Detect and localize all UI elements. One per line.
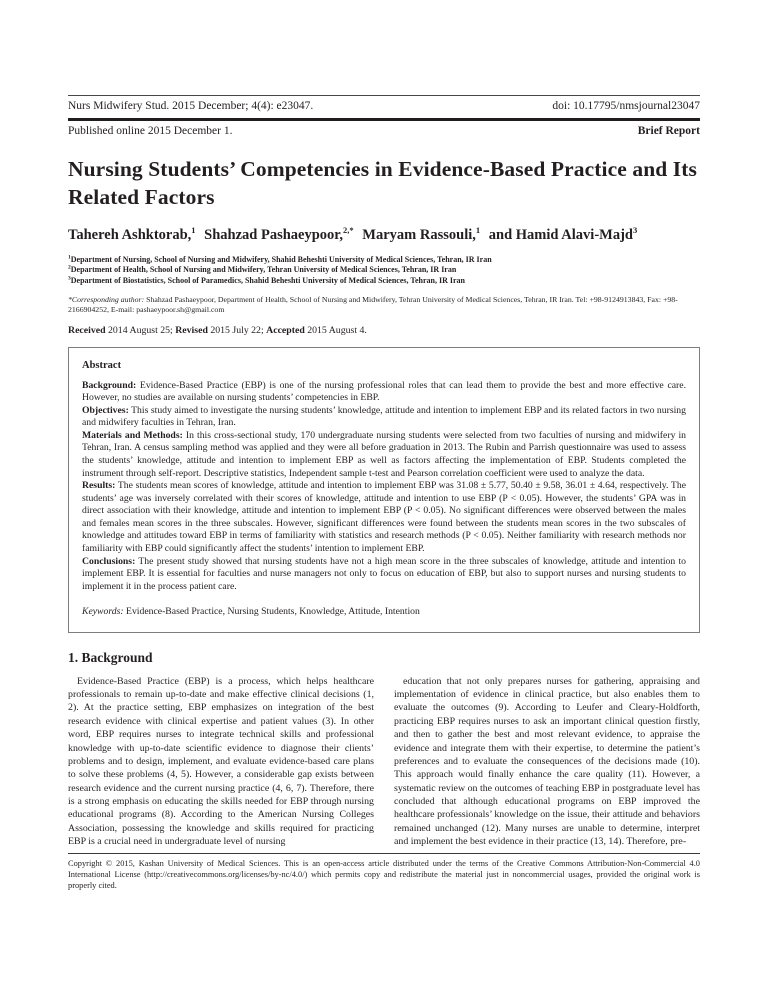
affiliation-text: Department of Biostatistics, School of Paramedics, Shahid Beheshti University of Medical Sciences, Tehran, IR Iran: [70, 275, 465, 285]
abstract-conclusions: [82, 556, 686, 594]
page-content: [68, 0, 700, 892]
author-affiliation-ref: 1: [191, 225, 196, 236]
author-affiliation-ref: 2,*: [343, 225, 354, 236]
published-header-row: [68, 121, 700, 142]
abstract-section-label: Materials and Methods:: [82, 429, 183, 441]
article-title: Nursing Students’ Competencies in Evidence-Based Practice and Its Related Factors: [68, 157, 697, 209]
author: [68, 227, 196, 243]
received-label: Received: [68, 325, 106, 337]
accepted-date: 2015 August 4.: [304, 325, 367, 337]
corresponding-author-note: [68, 295, 700, 316]
body-columns: [68, 675, 700, 848]
abstract-heading: Abstract: [82, 360, 122, 372]
article-dates: [68, 325, 700, 336]
abstract-section-text: In this cross-sectional study, 170 undergraduate nursing students were selected from two faculties of nursing and midwifery in Tehran, Iran. A census sampling method was applied and they were all before graduation in 2013. The Rubin and Parrish questionnaire was used to assess the students’ knowledge, attitude and intention to implement EBP as well as factors affecting the implementation of EBP. Students completed the instrument through self-report. Descriptive statistics, Independent sample t-test and Pearson correlation coefficient were used to analyze the data.: [82, 429, 686, 479]
affiliation-number: 1: [68, 254, 71, 261]
keywords-label: Keywords:: [82, 606, 124, 618]
affiliation-line: [68, 255, 700, 266]
journal-header-row: [68, 96, 700, 117]
abstract-box: [68, 347, 700, 633]
revised-label: Revised: [175, 325, 208, 337]
corresponding-author-text: Shahzad Pashaeypoor, Department of Health, School of Nursing and Midwifery, Tehran University of Medical Sciences, Tehran, IR Iran. Tel: +98-9124913843, Fax: +98-2166904252, E-mail: pashaeypoor.sh@gmail.com: [68, 294, 678, 314]
affiliation-number: 3: [68, 275, 71, 282]
affiliation-number: 2: [68, 264, 71, 271]
body-right-column: education that not only prepares nurses for gathering, appraising and implementation of evidence in clinical practice, but also enables them to evaluate the outcomes (9). According to Leufer and Cleary-Holdforth, practicing EBP requires nurses to ask an important clinical question firstly, and then to gather the best and most relevant evidence, to appraise the evidence and integrate them with their expertise, to determine the patient’s preferences and to evaluate the consequences of the decisions made (10). This approach would finally enhance the care quality (11). However, a systematic review on the outcomes of teaching EBP in postgraduate level has concluded that although educational programs on EBP improved the healthcare professionals’ knowledge on the issue, their attitude and behaviors remained unchanged (12). Many nurses are unable to determine, interpret and implement the best evidence in their practice (13, 14). Therefore, pre-: [394, 675, 700, 847]
abstract-section-label: Results:: [82, 480, 116, 492]
author-name: and Hamid Alavi-Majd: [488, 226, 633, 243]
author: [362, 227, 480, 243]
section-heading-background: 1. Background: [68, 649, 153, 665]
copyright-footer: Copyright © 2015, Kashan University of Medical Sciences. This is an open-access article distributed under the terms of the Creative Commons Attribution-Non-Commercial 4.0 International License (http://creativecommons.org/licenses/by-nc/4.0/) which permits copy and redistribute the material just in noncommercial usages, provided the original work is properly cited.: [68, 853, 700, 891]
author-list: [68, 227, 700, 244]
author: [489, 227, 637, 243]
author-name: Tahereh Ashktorab,: [68, 226, 192, 243]
affiliation-text: Department of Health, School of Nursing and Midwifery, Tehran University of Medical Sciences, Tehran, IR Iran: [70, 265, 457, 275]
doi-text: doi: 10.17795/nmsjournal23047: [552, 100, 700, 112]
author-affiliation-ref: 1: [475, 225, 481, 236]
accepted-label: Accepted: [266, 325, 305, 337]
journal-citation: Nurs Midwifery Stud. 2015 December; 4(4): e23047.: [68, 100, 314, 112]
affiliation-line: [68, 265, 700, 276]
abstract-section-text: Evidence-Based Practice (EBP) is one of the nursing professional roles that can lead them to provide the best and more effective care. However, no studies are available on nursing students’ competencies in EBP.: [82, 379, 686, 404]
abstract-section-label: Objectives:: [82, 404, 129, 416]
abstract-objectives: [82, 405, 686, 430]
abstract-section-text: The present study showed that nursing students have not a high mean score in the three subscales of knowledge, attitude and intention to implement EBP. It is essential for faculties and nurse managers not only to focus on education of EBP, but also to support nurses and nursing students to implement it in the process patient care.: [82, 555, 686, 592]
abstract-results: [82, 480, 686, 555]
author-affiliation-ref: 3: [632, 225, 638, 236]
article-type-badge: Brief Report: [637, 125, 700, 137]
body-left-column: Evidence-Based Practice (EBP) is a process, which helps healthcare professionals to remain up-to-date and make effective clinical decisions (1, 2). At the practice setting, EBP emphasizes on integration of the best research evidence with clinical expertise and patient values (3). In other word, EBP requires nurses to integrate technical skills and professional knowledge with up-to-date scientific evidence to diagnose their clients’ problems and to design, implement, and evaluate evidence-based care plans to solve these problems (4, 5). However, a considerable gap exists between research evidence and the current nursing practice (4, 6, 7). Therefore, there is a strong emphasis on educating the skills needed for EBP through nursing educational programs (8). According to the American Nursing Colleges Association, possessing the knowledge and skills required for practicing EBP is a crucial need in undergraduate level of nursing: [68, 675, 374, 847]
revised-date: 2015 July 22;: [207, 325, 267, 337]
abstract-section-text: The students mean scores of knowledge, attitude and intention to implement EBP was 31.08 ± 5.77, 50.40 ± 9.58, 36.01 ± 4.64, respectively. The students’ age was inversely correlated with their scores of knowledge, attitude and intention to use EBP (P < 0.05). However, the students’ GPA was in direct association with their knowledge, attitude and intention to implement EBP (P < 0.05). No significant differences were observed between the males and females mean scores in the three subscales. However, significant differences were found between the students mean scores in the two subscales of knowledge and attitudes toward EBP in terms of familiarity with statistics and research methods (P < 0.05). Neither familiarity with research methods nor familiarity with EBP could significantly affect the students’ intention to implement EBP.: [82, 480, 686, 554]
keywords-line: [82, 606, 686, 619]
corresponding-author-label: *Corresponding author:: [68, 294, 145, 304]
affiliation-text: Department of Nursing, School of Nursing and Midwifery, Shahid Beheshti University of Medical Sciences, Tehran, IR Iran: [70, 254, 492, 264]
affiliation-line: [68, 276, 700, 287]
author-name: Maryam Rassouli,: [362, 226, 476, 243]
published-online-text: Published online 2015 December 1.: [68, 125, 233, 137]
abstract-section-text: This study aimed to investigate the nursing students’ knowledge, attitude and intention to implement EBP and its related factors in two nursing and midwifery faculties in Tehran, Iran.: [82, 404, 686, 429]
affiliation-list: [68, 255, 700, 287]
keywords-text: Evidence-Based Practice, Nursing Students, Knowledge, Attitude, Intention: [123, 606, 420, 618]
abstract-section-label: Conclusions:: [82, 555, 136, 567]
author-name: Shahzad Pashaeypoor,: [204, 226, 344, 243]
author: [204, 227, 354, 243]
abstract-materials-methods: [82, 430, 686, 480]
abstract-background: [82, 380, 686, 405]
abstract-section-label: Background:: [82, 379, 137, 391]
received-date: 2014 August 25;: [105, 325, 176, 337]
